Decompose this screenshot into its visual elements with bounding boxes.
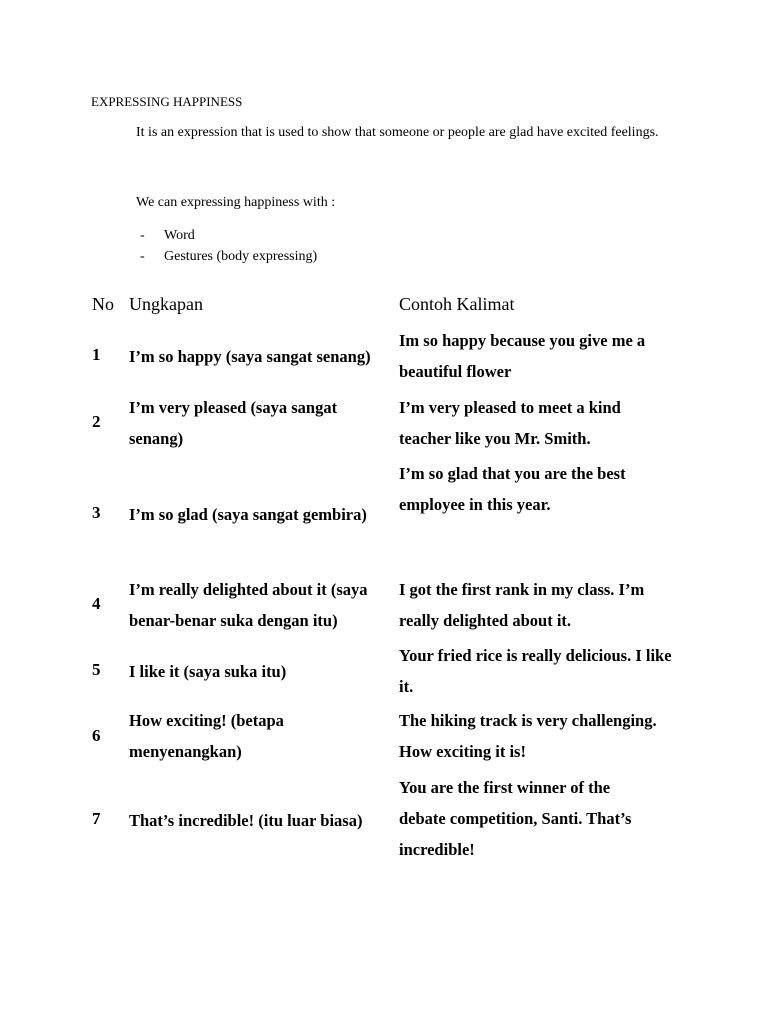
list-item-text: Gestures (body expressing) <box>164 249 318 264</box>
row-ungkapan: How exciting! (betapa menyenangkan) <box>129 711 284 761</box>
list-item-text: Word <box>164 228 195 243</box>
row-ungkapan: I’m so happy (saya sangat senang) <box>129 347 371 366</box>
bullet-marker: - <box>140 249 145 264</box>
row-number: 1 <box>92 345 101 364</box>
row-ungkapan: I’m really delighted about it (saya benar-benar suka dengan itu) <box>129 580 368 630</box>
row-number: 4 <box>92 594 101 613</box>
bullet-marker: - <box>140 228 145 243</box>
intro-text: We can expressing happiness with : <box>136 195 336 210</box>
row-contoh: I’m very pleased to meet a kind teacher like you Mr. Smith. <box>399 398 621 448</box>
row-contoh: The hiking track is very challenging. How exciting it is! <box>399 711 657 761</box>
row-number: 5 <box>92 660 101 679</box>
list-item <box>140 246 317 267</box>
row-contoh: Im so happy because you give me a beautiful flower <box>399 331 646 381</box>
row-number: 2 <box>92 412 101 431</box>
page-title: EXPRESSING HAPPINESS <box>91 94 243 109</box>
row-contoh: Your fried rice is really delicious. I like it. <box>399 646 672 696</box>
row-number: 6 <box>92 726 101 745</box>
definition-paragraph: It is an expression that is used to show that someone or people are glad have excited feelings. <box>136 125 659 140</box>
row-ungkapan: That’s incredible! (itu luar biasa) <box>129 811 363 830</box>
row-number: 7 <box>92 809 101 828</box>
row-number: 3 <box>92 503 101 522</box>
header-contoh: Contoh Kalimat <box>399 294 515 314</box>
row-contoh: I got the first rank in my class. I’m really delighted about it. <box>399 580 645 630</box>
row-ungkapan: I like it (saya suka itu) <box>129 662 287 681</box>
row-contoh: I’m so glad that you are the best employee in this year. <box>399 464 626 514</box>
bullet-list <box>140 225 317 267</box>
row-ungkapan: I’m so glad (saya sangat gembira) <box>129 505 367 524</box>
row-contoh: You are the first winner of the debate competition, Santi. That’s incredible! <box>399 778 632 859</box>
header-ungkapan: Ungkapan <box>129 294 203 314</box>
list-item <box>140 225 317 246</box>
row-ungkapan: I’m very pleased (saya sangat senang) <box>129 398 338 448</box>
header-no: No <box>92 294 114 314</box>
